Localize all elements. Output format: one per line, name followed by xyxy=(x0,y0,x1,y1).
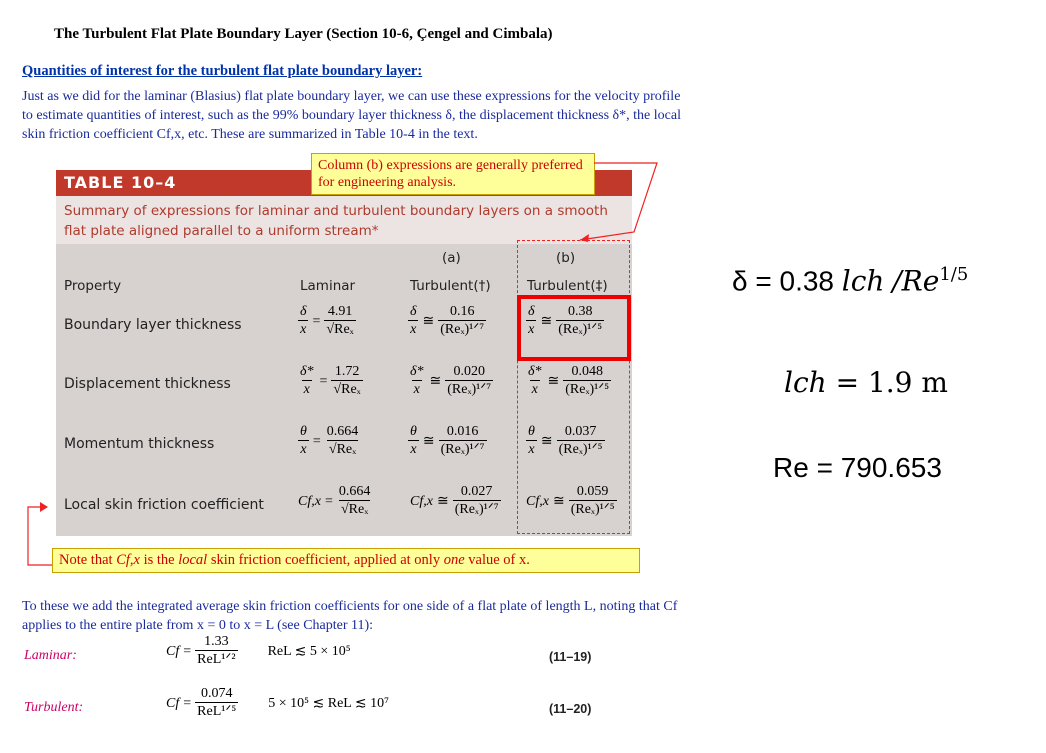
eq-number-11-20: (11–20) xyxy=(549,702,592,716)
laminar-expr-bl-thickness: $\frac{\delta}{x}$ = $\frac{4.91}{\text{√Reₓ}}$ xyxy=(300,304,354,337)
row-property-momentum: Momentum thickness xyxy=(64,436,215,452)
laminar-expr-momentum: $\frac{\theta}{x}$ = $\frac{0.664}{\text{√Reₓ}}$ xyxy=(300,424,359,457)
turb-b-expr-bl-thickness: $\frac{\delta}{x}$ ≅ $\frac{0.38}{\text{(Reₓ)¹ᐟ⁵}}$ xyxy=(528,304,603,337)
eq-turbulent-label: Turbulent: xyxy=(24,700,84,715)
turb-a-expr-momentum: $\frac{\theta}{x}$ ≅ $\frac{0.016}{\text{(Reₓ)¹ᐟ⁷}}$ xyxy=(410,424,485,457)
right-eq-lch: lch = 1.9 m xyxy=(784,366,948,399)
header-property: Property xyxy=(64,278,122,294)
callout-column-b: Column (b) expressions are generally preferred for engineering analysis. xyxy=(311,153,595,195)
turb-a-expr-skin-friction: Cf,x ≅ $\frac{0.027}{\text{(Reₓ)¹ᐟ⁷}}$ xyxy=(410,484,499,517)
intro-paragraph: Just as we did for the laminar (Blasius) flat plate boundary layer, we can use these expressions for the velocity profile to estimate quantities of interest, such as the 99% boundary layer thickness δ, the displacement thickness δ*, the local skin friction coefficient Cf,x, etc. These are summarized in Table 10-4 in the text. xyxy=(22,89,681,142)
header-turbulent-a: Turbulent(†) xyxy=(410,278,491,294)
table-label: TABLE 10–4 xyxy=(56,170,632,196)
callout-local-friction: Note that Cf,x is the local skin friction coefficient, applied at only one value of x. xyxy=(52,548,640,573)
col-a-label: (a) xyxy=(442,250,461,266)
eq-number-11-19: (11–19) xyxy=(549,650,592,664)
row-property-displacement: Displacement thickness xyxy=(64,376,231,392)
right-eq-re: Re = 790.653 xyxy=(773,452,942,483)
row-property-skin-friction: Local skin friction coefficient xyxy=(64,497,264,513)
turb-b-expr-momentum: $\frac{\theta}{x}$ ≅ $\frac{0.037}{\text{(Reₓ)¹ᐟ⁵}}$ xyxy=(528,424,603,457)
eq-turbulent: Cf = $\frac{0.074}{\text{ReL¹ᐟ⁵}}$ 5 × 10⁵ ≲ ReL ≲ 10⁷ xyxy=(166,686,389,719)
header-turbulent-b: Turbulent(‡) xyxy=(527,278,608,294)
eq-laminar: Cf = $\frac{1.33}{\text{ReL¹ᐟ²}}$ ReL ≲ 5 × 10⁵ xyxy=(166,634,351,667)
header-laminar: Laminar xyxy=(300,278,356,294)
section-heading: Quantities of interest for the turbulent flat plate boundary layer: xyxy=(22,63,423,79)
laminar-expr-displacement: $\frac{\delta*}{x}$ = $\frac{1.72}{\text{√Reₓ}}$ xyxy=(300,364,361,397)
turb-a-expr-displacement: $\frac{\delta*}{x}$ ≅ $\frac{0.020}{\text{(Reₓ)¹ᐟ⁷}}$ xyxy=(410,364,492,397)
page-title: The Turbulent Flat Plate Boundary Layer (Section 10-6, Çengel and Cimbala) xyxy=(54,26,553,42)
row-property-bl-thickness: Boundary layer thickness xyxy=(64,317,242,333)
right-eq-delta: δ = 0.38 lch $/Re^{1/5}$ xyxy=(732,264,969,298)
table-caption: Summary of expressions for laminar and turbulent boundary layers on a smooth flat plate aligned parallel to a uniform stream* xyxy=(56,196,632,244)
average-coefficient-paragraph: To these we add the integrated average skin friction coefficients for one side of a flat plate of length L, noting that Cf applies to the entire plate from x = 0 to x = L (see Chapter 11): xyxy=(22,599,678,633)
turb-b-expr-skin-friction: Cf,x ≅ $\frac{0.059}{\text{(Reₓ)¹ᐟ⁵}}$ xyxy=(526,484,615,517)
eq-laminar-label: Laminar: xyxy=(24,648,77,663)
col-b-label: (b) xyxy=(556,250,576,266)
turb-a-expr-bl-thickness: $\frac{\delta}{x}$ ≅ $\frac{0.16}{\text{(Reₓ)¹ᐟ⁷}}$ xyxy=(410,304,485,337)
turb-b-expr-displacement: $\frac{\delta*}{x}$ ≅ $\frac{0.048}{\text{(Reₓ)¹ᐟ⁵}}$ xyxy=(528,364,610,397)
laminar-expr-skin-friction: Cf,x = $\frac{0.664}{\text{√Reₓ}}$ xyxy=(298,484,371,517)
